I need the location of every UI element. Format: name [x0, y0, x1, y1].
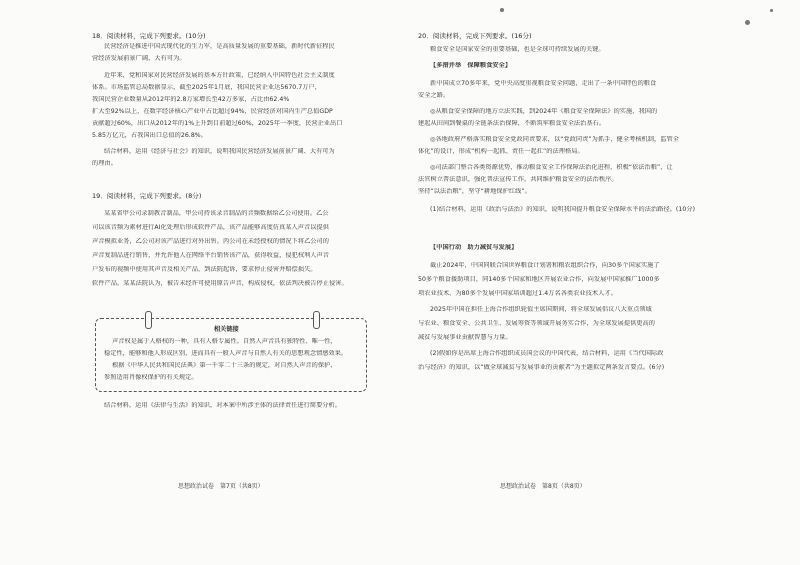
q20-line: 50多个粮食援助项目，同140多个国家和地区开展农业合作，向发展中国家推广1000多	[418, 276, 660, 283]
q19-line: 司以该音频为素材进行AI化处理后形成软件产品，该产品能够高度仿真某人声音以提供	[92, 224, 329, 231]
q19-line: 声音复制品进行销售，并允许他人在网络平台销售该产品，获得收益，侵犯权利人声音	[92, 252, 330, 259]
q20-line: 2025年中国在担任上海合作组织轮值主席国期间，将全球发展倡议八大重点领域	[430, 306, 652, 313]
q20-line: 法官树立普法意识，强化普法宣传工作，共同维护粮食安全的法治秩序。	[418, 176, 618, 183]
q20-line: 减贫与发展事业贡献智慧与力量。	[418, 334, 512, 341]
q20-line: 体化”的设计，形成“机构一起抓、责任一起扛”的法理格局。	[418, 148, 584, 155]
page-footer-right: 思想政治试卷 第8页（共8页）	[500, 483, 586, 490]
q20-heading: 20．阅读材料，完成下列要求。(16分)	[418, 32, 532, 40]
page-footer-left: 思想政治试卷 第7页（共8页）	[178, 483, 264, 490]
q20-line: 建起从田间到餐桌的全链条法治保障，不断筑牢粮食安全法治基石。	[418, 120, 606, 127]
q19-heading: 19．阅读材料，完成下列要求。(8分)	[92, 192, 202, 200]
paper-clip-left	[145, 311, 152, 329]
q20-line: 项农业技术，为80多个发展中国家培训超过1.4万名各类农业技术人才。	[418, 290, 617, 297]
scan-speck	[500, 8, 504, 12]
q20-line: 与农业、粮食安全、公共卫生、发展筹资等领域开展务实合作，为全球发展提供更高的	[418, 320, 656, 327]
scan-speck	[770, 9, 773, 12]
section-title-china-action: 【中国行动 助力减贫与发展】	[430, 244, 518, 251]
related-links-line: 参照适用肖像权保护的有关规定。	[104, 374, 198, 381]
q19-line: 软件产品。某某法院认为，被告未经许可使用原告声音，构成侵权，依法判决被告停止侵害。	[92, 280, 348, 287]
q20-task-2: (2)假如你是出席上海合作组织成员国会议的中国代表，结合材料，运用《当代国际政	[430, 350, 664, 357]
q18-line: 扩大至92%以上，在数字经济核心产业中占比超过94%，民营经济对国内生产总值GDP	[92, 108, 333, 115]
related-links-title: 相关链接	[214, 326, 239, 333]
q18-line: 结合材料，运用《经济与社会》的知识，说明我国民营经济发展前景广阔、大有可为	[104, 148, 335, 155]
q20-line: 新中国成立70多年来，党中央高度重视粮食安全问题，走出了一条中国特色的粮食	[430, 80, 657, 87]
q18-line: 的理由。	[92, 160, 117, 167]
q18-heading: 18．阅读材料，完成下列要求。(10分)	[92, 32, 206, 40]
q20-line: ◎司法部门整合各类资源优势，推动粮食安全工作保障法治化进程，积极“依法治粮”，让	[430, 164, 673, 171]
q18-line: 体系。市场监管总局数据显示，截至2025年1月底，我国民营企业达5670.7万户，	[92, 84, 322, 91]
q20-intro: 粮食安全是国家安全的重要基础，也是全球可持续发展的关键。	[430, 46, 605, 53]
scan-speck	[745, 20, 750, 25]
q20-line: ◎各地政府严格落实粮食安全党政同责要求，以“党政同责”为抓手，健全考核机制，监管全	[430, 136, 679, 143]
q18-line: 我国民营企业数量从2012年的2.8万家增长至42万多家，占比由62.4%	[92, 96, 290, 103]
q19-line: 声音模拟业务，乙公司对该产品进行对外出售。丙公司在未经授权的情况下将乙公司的	[92, 238, 330, 245]
q20-line: 安全之路。	[418, 92, 450, 99]
q18-line: 营经济发展前景广阔、大有可为。	[92, 55, 186, 62]
q20-line: ◎从粮食安全保障的地方立法实践，到2024年《粮食安全保障法》的实施，我国的	[430, 108, 658, 115]
right-page	[400, 0, 800, 565]
q18-line: 5.85万亿元，占我国出口总值的26.8%。	[92, 132, 207, 139]
q18-line: 民营经济是推进中国式现代化的生力军，是高质量发展的重要基础，新时代新征程民	[104, 43, 335, 50]
q19-line: 某某省甲公司录制教音制品，甲公司持该录音制品的音频数据给乙公司使用。乙公	[104, 210, 329, 217]
related-links-line: 声音权是属于人格权的一种，具有人格专属性。自然人声音具有独特性、唯一性，	[112, 338, 337, 345]
q18-line: 贡献超过60%，出口从2012年的1%上升到目前超过60%，2025年一季度，民营企业出口	[92, 120, 343, 127]
q20-line: 坚持“以法治粮”，坚守“耕地保护红线”。	[418, 188, 531, 195]
q18-line: 近年来，党和国家对民营经济发展的基本方针政策，已经纳入中国特色社会主义制度	[104, 72, 335, 79]
q20-task-2: 治与经济》的知识，以“做全球减贫与发展事业的贡献者”为主题拟定两条发言要点。(6分)	[418, 364, 665, 371]
paper-clip-right	[313, 311, 320, 329]
q20-task-1: (1)结合材料，运用《政治与法治》的知识，说明我国提升粮食安全保障水平的法治路径。(10分)	[430, 206, 696, 213]
related-links-line: 根据《中华人民共和国民法典》第一千零二十三条的规定，对自然人声音的保护，	[112, 362, 337, 369]
related-links-line: 稳定性，能够和他人形成区别，进而具有一般人声音与自然人有关的思想观念情感效果。	[104, 350, 348, 357]
q20-line: 截止2024年，中国同联合国世界粮食计划署和粮农组织合作，向30多个国家实施了	[430, 262, 660, 269]
section-title-food-security: 【多措并举 保障粮食安全】	[430, 62, 512, 69]
q19-task: 结合材料，运用《法律与生活》的知识，对本案中所涉主体的法律责任进行简要分析。	[104, 402, 342, 409]
q19-line: 户发布的视频中使用其声音及相关产品，到法院起诉，要求停止侵害并赔偿损失。	[92, 266, 317, 273]
